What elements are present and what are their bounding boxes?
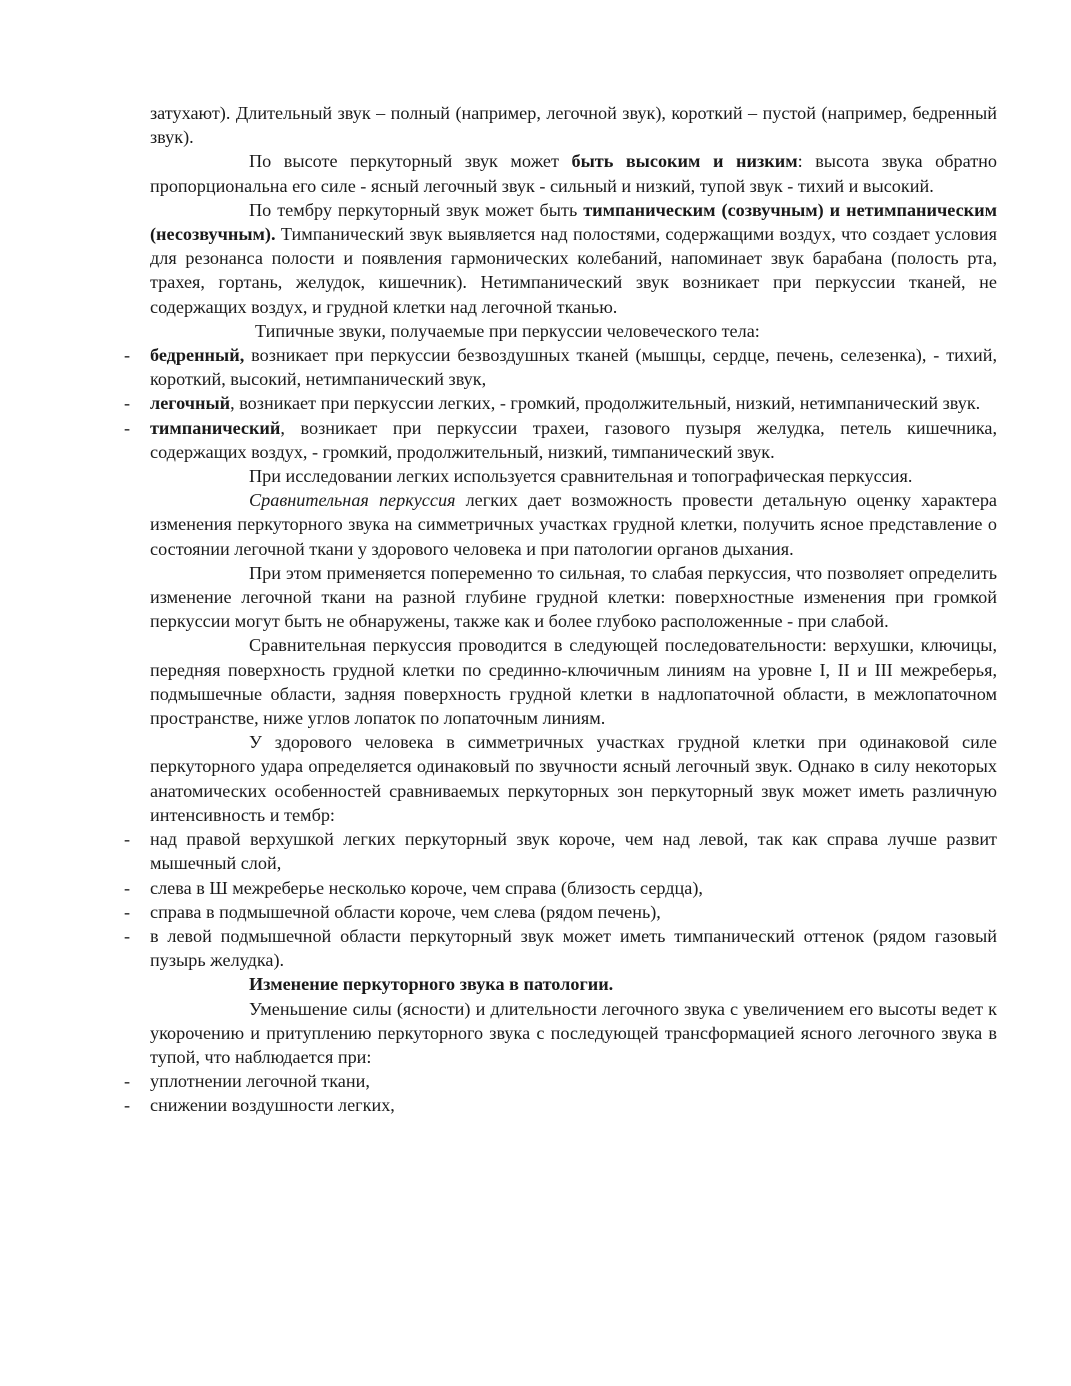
paragraph-duration: затухают). Длительный звук – полный (например, легочной звук), короткий – пустой (например, бедренный звук). bbox=[150, 103, 997, 148]
list-item: - бедренный, возникает при перкуссии безвоздушных тканей (мышцы, сердце, печень, селезенка), - тихий, короткий, высокий, нетимпанический звук, bbox=[124, 345, 997, 390]
paragraph-strong-weak: При этом применяется попеременно то сильная, то слабая перкуссия, что позволяет определить изменение легочной ткани на разной глубине грудной клетки: поверхностные изменения при громкой перкуссии могут быть не обнаружены, также как и более глубоко расположенные - при слабой. bbox=[150, 562, 997, 632]
italic-term: Сравнительная перкуссия bbox=[249, 490, 456, 511]
list-item: - справа в подмышечной области короче, чем слева (рядом печень), bbox=[150, 900, 997, 924]
list-dash: - bbox=[124, 829, 131, 850]
typical-sounds-list bbox=[124, 343, 997, 464]
list-dash: - bbox=[124, 1095, 131, 1116]
bold-phrase: быть высоким и низким bbox=[571, 151, 798, 172]
section-heading: Изменение перкуторного звука в патологии. bbox=[249, 974, 614, 995]
list-item: - слева в Ш межреберье несколько короче, чем справа (близость сердца), bbox=[150, 876, 997, 900]
list-item: - над правой верхушкой легких перкуторный звук короче, чем над левой, так как справа лучше развит мышечный слой, bbox=[124, 829, 997, 874]
list-dash: - bbox=[124, 925, 131, 946]
paragraph-pitch: По высоте перкуторный звук может быть высоким и низким: высота звука обратно пропорциональна его силе - ясный легочный звук - сильный и низкий, тупой звук - тихий и высокий. bbox=[150, 151, 997, 196]
paragraph-comparative: Сравнительная перкуссия легких дает возможность провести детальную оценку характера изменения перкуторного звука на симметричных участках грудной клетки, получить ясное представление о состоянии легочной ткани у здорового человека и при патологии органов дыхания. bbox=[150, 490, 997, 559]
paragraph-typical-sounds-intro: Типичные звуки, получаемые при перкуссии человеческого тела: bbox=[255, 320, 760, 341]
variations-list bbox=[124, 827, 997, 972]
paragraph-lung-percussion: При исследовании легких используется сравнительная и топографическая перкуссия. bbox=[249, 466, 913, 487]
list-item: - легочный, возникает при перкуссии легких, - громкий, продолжительный, низкий, нетимпанический звук. bbox=[150, 391, 997, 415]
paragraph-timbre: По тембру перкуторный звук может быть тимпаническим (созвучным) и нетимпаническим (несозвучным). Тимпанический звук выявляется над полостями, содержащими воздух, что создает условия для резонанса полости и появления гармонических колебаний, напоминает звук барабана (полость рта, трахея, гортань, желудок, кишечник). Нетимпанический звук возникает при перкуссии тканей, не содержащих воздух, и грудной клетки над легочной тканью. bbox=[150, 199, 997, 317]
paragraph-healthy: У здорового человека в симметричных участках грудной клетки при одинаковой силе перкуторного удара определяется одинаковый по звучности ясный легочный звук. Однако в силу некоторых анатомических особенностей сравниваемых перкуторных зон перкуторный звук может иметь различную интенсивность и тембр: bbox=[150, 732, 997, 825]
list-dash: - bbox=[124, 345, 131, 366]
list-item: - уплотнении легочной ткани, bbox=[150, 1069, 997, 1093]
conditions-list bbox=[124, 1069, 997, 1117]
list-dash: - bbox=[124, 417, 131, 438]
list-dash: - bbox=[124, 877, 131, 898]
list-item: - снижении воздушности легких, bbox=[150, 1093, 997, 1117]
bold-phrase: тимпаническим (созвучным) и нетимпаническим (несозвучным). bbox=[150, 199, 997, 245]
document-page bbox=[124, 101, 997, 1118]
list-dash: - bbox=[124, 901, 131, 922]
list-dash: - bbox=[124, 1071, 131, 1092]
list-item: - в левой подмышечной области перкуторный звук может иметь тимпанический оттенок (рядом газовый пузырь желудка). bbox=[124, 925, 997, 971]
paragraph-pathology: Уменьшение силы (ясности) и длительности легочного звука с увеличением его высоты ведет к укорочению и притуплению перкуторного звука с последующей трансформацией ясного легочного звука в тупой, что наблюдается при: bbox=[150, 998, 997, 1067]
list-dash: - bbox=[124, 393, 131, 414]
list-item: - тимпанический, возникает при перкуссии трахеи, газового пузыря желудка, петель кишечника, содержащих воздух, - громкий, продолжительный, низкий, тимпанический звук. bbox=[124, 417, 997, 462]
paragraph-sequence: Сравнительная перкуссия проводится в следующей последовательности: верхушки, ключицы, передняя поверхность грудной клетки по срединно-ключичным линиям на уровне I, II и III межреберья, подмышечные области, задняя поверхность грудной клетки в надлопаточной области, в межлопаточном пространстве, ниже углов лопаток по лопаточным линиям. bbox=[150, 635, 997, 729]
